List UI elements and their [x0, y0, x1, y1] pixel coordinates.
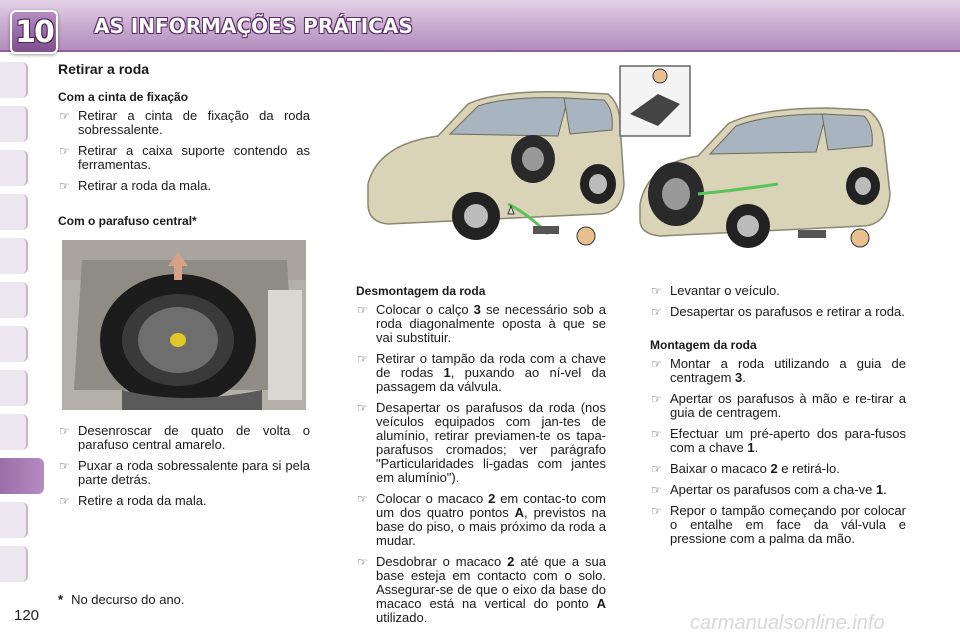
- strap-steps: [58, 109, 310, 193]
- pointing-hand-icon: ☞: [357, 555, 368, 569]
- chapter-tab[interactable]: [0, 282, 28, 318]
- column-left: [58, 62, 310, 233]
- header-divider: [0, 50, 960, 52]
- list-item: ☞ Retirar a roda da mala.: [59, 178, 211, 193]
- list-item: ☞ Puxar a roda sobressalente para si pela parte detrás.: [59, 458, 310, 487]
- pointing-hand-icon: ☞: [651, 427, 662, 441]
- chapter-tab[interactable]: [0, 150, 28, 186]
- chapter-tab[interactable]: [0, 194, 28, 230]
- pointing-hand-icon: ☞: [59, 459, 70, 473]
- list-item: ☞ Retire a roda da mala.: [59, 493, 207, 508]
- chapter-tabs: [0, 62, 34, 582]
- list-item: ☞ Retirar a caixa suporte contendo as ferramentas.: [59, 143, 310, 172]
- pointing-hand-icon: ☞: [59, 109, 70, 123]
- pointing-hand-icon: ☞: [59, 494, 70, 508]
- spare-wheel-trunk-image: [62, 240, 306, 410]
- list-item: ☞ Apertar os parafusos com a cha-ve 1.: [651, 482, 887, 497]
- wheel-change-illustration: [358, 64, 904, 264]
- watermark: carmanualsonline.info: [690, 612, 885, 634]
- list-item: ☞ Levantar o veículo.: [651, 283, 780, 298]
- list-item: ☞ Repor o tampão começando por colocar o entalhe em face da vál-vula e pressione com a palma da mão.: [651, 503, 906, 546]
- page-number: 120: [14, 607, 40, 624]
- column-left-lower: [58, 424, 310, 515]
- list-item: ☞ Montar a roda utilizando a guia de centragem 3.: [651, 356, 906, 385]
- page-title: AS INFORMAÇÕES PRÁTICAS: [94, 14, 413, 38]
- pointing-hand-icon: ☞: [651, 284, 662, 298]
- pointing-hand-icon: ☞: [357, 401, 368, 415]
- pointing-hand-icon: ☞: [59, 424, 70, 438]
- lift-steps: [650, 284, 906, 319]
- chapter-badge: [10, 10, 58, 54]
- pointing-hand-icon: ☞: [357, 492, 368, 506]
- chapter-tab[interactable]: [0, 414, 28, 450]
- chapter-tab[interactable]: [0, 326, 28, 362]
- list-item: ☞ Colocar o macaco 2 em contac-to com um dos quatro pontos A, previstos na base do piso, o mais próximo da roda a mudar.: [357, 491, 606, 548]
- list-item: ☞ Desapertar os parafusos da roda (nos veículos equipados com jan-tes de alumínio, retirar previamen-te os tapa-parafusos cromados; ver parágrafo "Particularidades li-gadas com jantes em alumínio").: [357, 400, 606, 485]
- dismount-steps: [356, 303, 606, 625]
- pointing-hand-icon: ☞: [651, 462, 662, 476]
- list-item: ☞ Desdobrar o macaco 2 até que a sua base esteja em contacto com o solo. Assegurar-se de que o eixo da base do macaco está na vertical do ponto A utilizado.: [357, 554, 606, 625]
- chapter-number: 10: [15, 14, 53, 50]
- mount-subtitle: Montagem da roda: [650, 338, 757, 352]
- pointing-hand-icon: ☞: [651, 305, 662, 319]
- pointing-hand-icon: ☞: [651, 357, 662, 371]
- list-item: ☞ Desenroscar de quato de volta o parafuso central amarelo.: [59, 423, 310, 452]
- footnote: [58, 592, 185, 607]
- pointing-hand-icon: ☞: [651, 392, 662, 406]
- footnote-text: No decurso do ano.: [71, 592, 185, 607]
- dismount-subtitle: Desmontagem da roda: [356, 284, 486, 298]
- list-item: ☞ Retirar a cinta de fixação da roda sobressalente.: [59, 108, 310, 137]
- pointing-hand-icon: ☞: [59, 144, 70, 158]
- strap-subtitle: Com a cinta de fixação: [58, 90, 189, 104]
- chapter-tab[interactable]: [0, 502, 28, 538]
- chapter-tab-active[interactable]: [0, 458, 44, 494]
- list-item: ☞ Apertar os parafusos à mão e re-tirar a guia de centragem.: [651, 391, 906, 420]
- mount-steps: [650, 357, 906, 546]
- list-item: ☞ Baixar o macaco 2 e retirá-lo.: [651, 461, 840, 476]
- chapter-tab[interactable]: [0, 546, 28, 582]
- pointing-hand-icon: ☞: [651, 483, 662, 497]
- footnote-marker: *: [58, 592, 64, 607]
- pointing-hand-icon: ☞: [651, 504, 662, 518]
- list-item: ☞ Colocar o calço 3 se necessário sob a roda diagonalmente oposta à que se vai substituir.: [357, 302, 607, 345]
- pointing-hand-icon: ☞: [357, 352, 368, 366]
- chapter-tab[interactable]: [0, 106, 28, 142]
- list-item: ☞ Retirar o tampão da roda com a chave de rodas 1, puxando ao ní-vel da passagem da válvula.: [357, 351, 607, 394]
- bolt-steps: [58, 424, 310, 508]
- list-item: ☞ Desapertar os parafusos e retirar a roda.: [651, 304, 905, 319]
- list-item: ☞ Efectuar um pré-aperto dos para-fusos com a chave 1.: [651, 426, 906, 455]
- bolt-subtitle: Com o parafuso central*: [58, 214, 197, 228]
- pointing-hand-icon: ☞: [59, 179, 70, 193]
- column-middle: [356, 284, 606, 632]
- column-right: [650, 284, 906, 553]
- chapter-tab[interactable]: [0, 238, 28, 274]
- chapter-tab[interactable]: [0, 370, 28, 406]
- section-title: Retirar a roda: [58, 61, 150, 77]
- chapter-tab[interactable]: [0, 62, 28, 98]
- pointing-hand-icon: ☞: [357, 303, 368, 317]
